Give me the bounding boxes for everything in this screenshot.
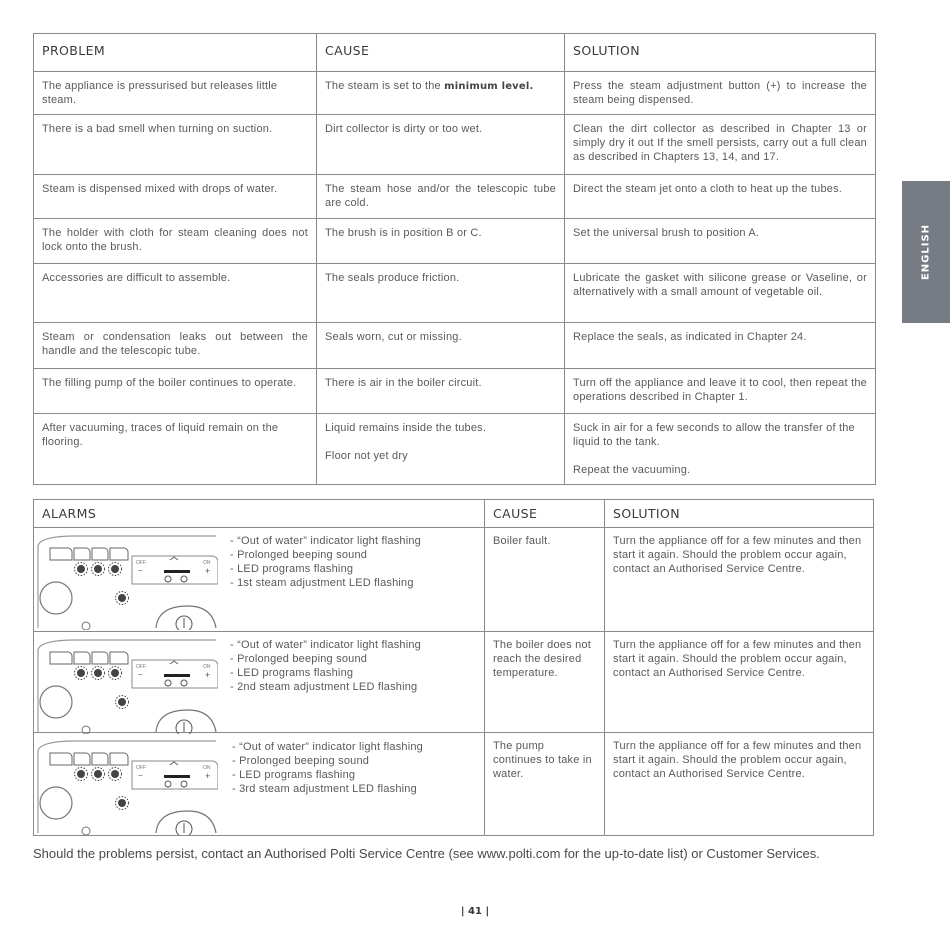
row8-solution-line1: Suck in air for a few seconds to allow the transfer of the liquid to the tank. — [573, 422, 855, 448]
alarm1-line4: - 1st steam adjustment LED flashing — [230, 577, 414, 589]
language-tab-label: ENGLISH — [920, 223, 932, 281]
panel-off-label: OFF — [136, 664, 146, 670]
alarm1-line1: - “Out of water” indicator light flashing — [230, 535, 421, 547]
alarm2-symptoms — [230, 638, 484, 694]
row6-solution: Replace the seals, as indicated in Chapter 24. — [573, 331, 807, 343]
language-tab — [902, 181, 950, 323]
panel-led-icon — [36, 636, 218, 734]
panel-minus-label: − — [138, 771, 143, 780]
alarm3-solution: Turn the appliance off for a few minutes and then start it again. Should the problem occur again, contact an Authorised Service Centre. — [613, 740, 862, 780]
alarm1-line3: - LED programs flashing — [230, 563, 354, 575]
panel-off-label: OFF — [136, 765, 146, 771]
header-alarm-solution: SOLUTION — [613, 506, 680, 521]
row1-cause-emphasis: minimum level. — [444, 81, 534, 92]
row1-problem: The appliance is pressurised but releases little steam. — [42, 80, 278, 106]
alarm2-line4: - 2nd steam adjustment LED flashing — [230, 681, 418, 693]
alarm2-solution: Turn the appliance off for a few minutes and then start it again. Should the problem occur again, contact an Authorised Service Centre. — [613, 639, 862, 679]
row7-solution: Turn off the appliance and leave it to cool, then repeat the operations described in Chapter 1. — [573, 377, 867, 403]
panel-on-label: ON — [203, 664, 211, 670]
header-alarm-cause: CAUSE — [493, 506, 538, 521]
control-panel-illustration-3 — [36, 737, 218, 833]
row8-cause-line2: Floor not yet dry — [325, 450, 408, 462]
panel-plus-label: + — [205, 771, 211, 781]
panel-plus-label: + — [205, 566, 211, 576]
row8-cause-line1: Liquid remains inside the tubes. — [325, 422, 487, 434]
alarm3-line3: - LED programs flashing — [232, 769, 356, 781]
page-number: | 41 | — [460, 906, 490, 917]
alarm3-line2: - Prolonged beeping sound — [232, 755, 370, 767]
row5-problem: Accessories are difficult to assemble. — [42, 272, 231, 284]
row5-cause: The seals produce friction. — [325, 272, 460, 284]
panel-led-icon — [36, 737, 218, 835]
row3-problem: Steam is dispensed mixed with drops of water. — [42, 183, 278, 195]
header-solution: SOLUTION — [573, 43, 640, 58]
alarm3-line1: - “Out of water” indicator light flashing — [232, 741, 423, 753]
row4-solution: Set the universal brush to position A. — [573, 227, 760, 239]
alarm2-line1: - “Out of water” indicator light flashing — [230, 639, 421, 651]
alarm2-cause: The boiler does not reach the desired temperature. — [493, 639, 591, 679]
header-cause: CAUSE — [325, 43, 370, 58]
alarm1-symptoms — [230, 534, 484, 590]
row4-cause: The brush is in position B or C. — [325, 227, 482, 239]
row2-problem: There is a bad smell when turning on suction. — [42, 123, 273, 135]
row1-solution: Press the steam adjustment button (+) to increase the steam being dispensed. — [573, 80, 867, 106]
alarm1-cause: Boiler fault. — [493, 535, 551, 547]
footer-note: Should the problems persist, contact an Authorised Polti Service Centre (see www.polti.com for the up-to-date list) or Customer Services. — [33, 846, 820, 861]
control-panel-illustration-1 — [36, 532, 218, 628]
row3-cause: The steam hose and/or the telescopic tube are cold. — [325, 183, 556, 209]
alarm3-symptoms — [232, 740, 484, 796]
alarm1-solution: Turn the appliance off for a few minutes and then start it again. Should the problem occur again, contact an Authorised Service Centre. — [613, 535, 862, 575]
row1-cause-text: The steam is set to the — [325, 80, 441, 92]
panel-off-label: OFF — [136, 560, 146, 566]
row3-solution: Direct the steam jet onto a cloth to heat up the tubes. — [573, 183, 843, 195]
alarm2-line3: - LED programs flashing — [230, 667, 354, 679]
row7-cause: There is air in the boiler circuit. — [325, 377, 482, 389]
row8-solution — [565, 414, 875, 484]
panel-minus-label: − — [138, 670, 143, 679]
header-alarms: ALARMS — [42, 506, 97, 521]
panel-on-label: ON — [203, 765, 211, 771]
alarm1-line2: - Prolonged beeping sound — [230, 549, 368, 561]
row5-solution: Lubricate the gasket with silicone grease or Vaseline, or alternatively with a small amount of vegetable oil. — [573, 272, 867, 298]
row1-cause — [317, 72, 564, 101]
row2-solution: Clean the dirt collector as described in Chapter 13 or simply dry it out If the smell persists, carry out a full clean as described in Chapters 13, 14, and 17. — [573, 123, 867, 163]
row8-problem: After vacuuming, traces of liquid remain on the flooring. — [42, 422, 279, 448]
alarm3-line4: - 3rd steam adjustment LED flashing — [232, 783, 417, 795]
row6-problem: Steam or condensation leaks out between the handle and the telescopic tube. — [42, 331, 308, 357]
row8-solution-line2: Repeat the vacuuming. — [573, 464, 691, 476]
row4-problem: The holder with cloth for steam cleaning does not lock onto the brush. — [42, 227, 308, 253]
row2-cause: Dirt collector is dirty or too wet. — [325, 123, 483, 135]
row6-cause: Seals worn, cut or missing. — [325, 331, 462, 343]
panel-plus-label: + — [205, 670, 211, 680]
alarm3-cause: The pump continues to take in water. — [493, 740, 592, 780]
panel-on-label: ON — [203, 560, 211, 566]
header-problem: PROBLEM — [42, 43, 106, 58]
panel-minus-label: − — [138, 566, 143, 575]
row8-cause — [317, 414, 564, 470]
alarm2-line2: - Prolonged beeping sound — [230, 653, 368, 665]
control-panel-illustration-2 — [36, 636, 218, 732]
row7-problem: The filling pump of the boiler continues to operate. — [42, 377, 297, 389]
panel-led-icon — [36, 532, 218, 630]
